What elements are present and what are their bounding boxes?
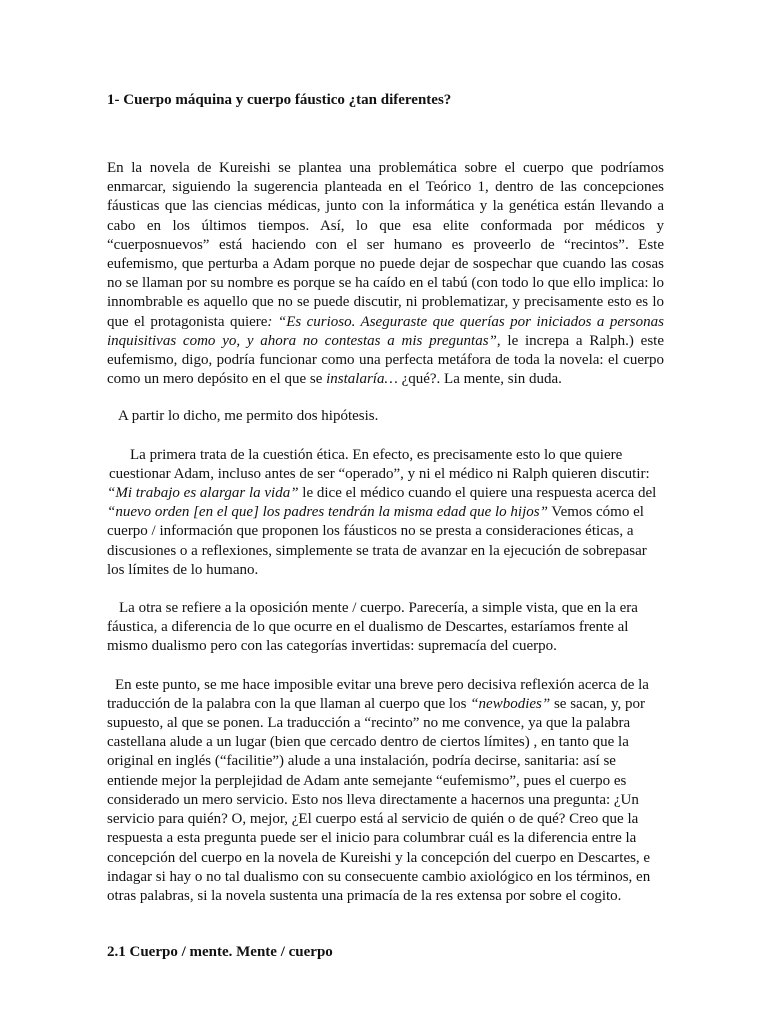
paragraph-text: fáustica, a diferencia de lo que ocurre en el dualismo de Descartes, estaríamos frente al mismo dualismo pero con las categorías invertidas: supremacía del cuerpo. — [107, 619, 629, 655]
emphasis-instalaria: instalaría… — [326, 371, 398, 388]
quote-adam: : “Es curioso. Aseguraste que querías por iniciados a personas inquisitivas como yo, y ahora no contestas a mis preguntas” — [107, 313, 664, 349]
paragraph-line: cuestionar Adam, incluso antes de ser “operado”, y ni el médico ni Ralph quieren discutir: — [109, 465, 650, 482]
paragraph-intro — [107, 159, 664, 389]
paragraph-text: En la novela de Kureishi se plantea una problemática sobre el cuerpo que podríamos enmarcar, siguiendo la sugerencia planteada en el Teórico 1, dentro de las concepciones fáusticas que las ciencias médicas, junto con la informática y la genética están llevando a cabo en los últimos tiempos. Así, lo que esa elite conformada por médicos y “cuerposnuevos” está haciendo con el ser humano es proveerlo de “recintos”. Este eufemismo, que perturba a Adam porque no puede dejar de sospechar que cuando las cosas no se llaman por su nombre es porque se ha caído en el tabú (con todo lo que ello implica: lo innombrable es aquello que no se puede discutir, ni problematizar, y precisamente esto es lo que el protagonista quiere — [107, 160, 664, 330]
quote-nuevo-orden: “nuevo orden [en el que] los padres tendrán la misma edad que lo hijos” — [107, 504, 548, 521]
paragraph-text: , le increpa a Ralph.) este eufemismo, digo, podría funcionar como una perfecta metáfora de toda la novela: el cuerpo como un mero depósito en el que se — [107, 332, 664, 388]
subsection-heading: 2.1 Cuerpo / mente. Mente / cuerpo — [107, 944, 333, 961]
paragraph-text: se sacan, y, por supuesto, al que se ponen. La traducción a “recinto” no me convence, ya que la palabra castellana alude a un lugar (bien que cercado dentro de ciertos límites) , en tanto que la original en inglés (“facilitie”) alude a una instalación, podría decirse, sanitaria: así se entiende mejor la perplejidad de Adam ante semejante “eufemismo”, pues el cuerpo es considerado un mero servicio. Esto nos lleva directamente a hacernos una pregunta: ¿Un servicio para quién? O, mejor, ¿El cuerpo está al servicio de quién o de qué? Creo que la respuesta a esta pregunta puede ser el inicio para columbrar cuál es la diferencia entre la concepción del cuerpo en la novela de Kureishi y la concepción del cuerpo en Descartes, e indagar si hay o no tal dualismo con su consecuente cambio axiológico en los términos, en otras palabras, si la novela sustenta una primacía de la res extensa por sobre el cogito. — [107, 695, 651, 904]
paragraph-text: le dice el médico cuando el quiere una respuesta acerca del — [298, 485, 657, 502]
paragraph-text: traducción de la palabra con la que llaman al cuerpo que los — [107, 695, 471, 712]
quote-newbodies: “newbodies” — [470, 695, 551, 712]
quote-medico: “Mi trabajo es alargar la vida” — [107, 485, 299, 502]
section-heading: 1- Cuerpo máquina y cuerpo fáustico ¿tan diferentes? — [107, 92, 452, 108]
paragraph-translation — [107, 676, 664, 906]
paragraph-line: En este punto, se me hace imposible evitar una breve pero decisiva reflexión acerca de la — [115, 676, 649, 693]
paragraph-line: La primera trata de la cuestión ética. En efecto, es precisamente esto lo que quiere — [130, 446, 623, 463]
paragraph-text: ¿qué?. La mente, sin duda. — [397, 371, 562, 388]
paragraph-line: La otra se refiere a la oposición mente / cuerpo. Parecería, a simple vista, que en la era — [119, 600, 638, 617]
paragraph-hypotheses: A partir lo dicho, me permito dos hipótesis. — [118, 408, 379, 425]
paragraph-text: Vemos cómo el cuerpo / información que proponen los fáusticos no se presta a consideraciones éticas, a discusiones o a reflexiones, simplemente se trata de avanzar en la ejecución de sobrepasar los límites de lo humano. — [107, 504, 647, 578]
paragraph-first-hypothesis — [107, 446, 664, 580]
paragraph-second-hypothesis — [107, 599, 664, 657]
